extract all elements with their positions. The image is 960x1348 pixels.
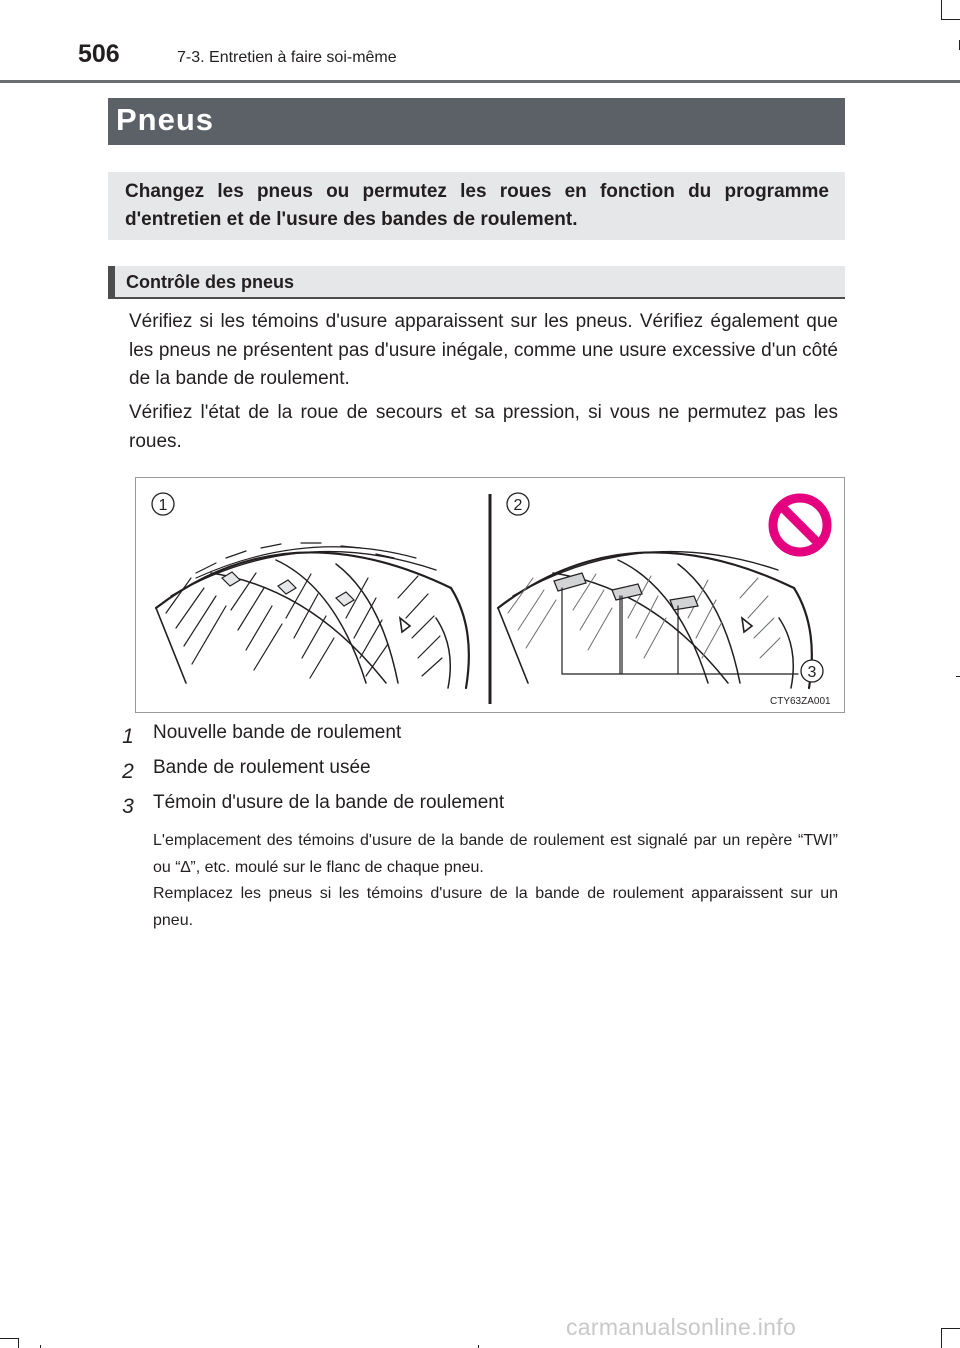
- tire-illustration: [135, 477, 845, 713]
- breadcrumb: 7-3. Entretien à faire soi-même: [177, 49, 397, 66]
- svg-text:1: 1: [122, 725, 134, 748]
- svg-text:3: 3: [122, 795, 134, 818]
- legend-number-3: [116, 792, 140, 818]
- callout-2-label: 2: [513, 497, 523, 514]
- no-entry-icon: [773, 498, 827, 552]
- section-heading: [108, 266, 845, 299]
- callout-2: [507, 493, 529, 515]
- legend-number-2: [116, 757, 140, 783]
- legend-number-1: [116, 722, 140, 748]
- worn-tread-tire: [498, 552, 812, 688]
- intro-text: Changez les pneus ou permutez les roues en fonction du programme d'entretien et de l'usure des bandes de roulement.: [125, 181, 829, 230]
- page-title: Pneus: [116, 102, 215, 137]
- new-tread-tire: [156, 543, 469, 688]
- section-accent: [108, 266, 115, 297]
- legend-item-2: [116, 757, 816, 785]
- tire-drawing: [136, 478, 844, 712]
- page-number: 506: [78, 40, 120, 68]
- figure-code: CTY63ZA001: [770, 696, 831, 707]
- legend-text-3: Témoin d'usure de la bande de roulement: [153, 792, 505, 813]
- paragraph-wear-check: Vérifiez si les témoins d'usure apparaissent sur les pneus. Vérifiez également que les pneus ne présentent pas d'usure inégale, comme une usure excessive d'un côté de la bande de roulement.: [129, 311, 838, 389]
- note-twi-location: L'emplacement des témoins d'usure de la bande de roulement est signalé par un repère “TWI” ou “∆”, etc. moulé sur le flanc de chaque pneu.: [153, 832, 838, 876]
- watermark: carmanualsonline.info: [566, 1314, 797, 1340]
- paragraph-spare-check: Vérifiez l'état de la roue de secours et sa pression, si vous ne permutez pas les roues.: [129, 402, 838, 452]
- title-bar: [108, 98, 845, 145]
- legend-item-3: [116, 792, 816, 820]
- callout-3: [801, 660, 823, 682]
- callout-3-label: 3: [807, 664, 817, 681]
- legend-text-2: Bande de roulement usée: [153, 757, 371, 778]
- callout-1: [152, 493, 174, 515]
- intro-box: [108, 172, 845, 240]
- legend-item-1: [116, 722, 816, 750]
- header-rule: [0, 80, 960, 83]
- section-title: Contrôle des pneus: [126, 272, 295, 292]
- svg-text:2: 2: [122, 760, 134, 783]
- note-replace-tires: Remplacez les pneus si les témoins d'usure de la bande de roulement apparaissent sur un pneu.: [153, 885, 838, 929]
- legend-text-1: Nouvelle bande de roulement: [153, 722, 402, 743]
- callout-1-label: 1: [158, 497, 168, 514]
